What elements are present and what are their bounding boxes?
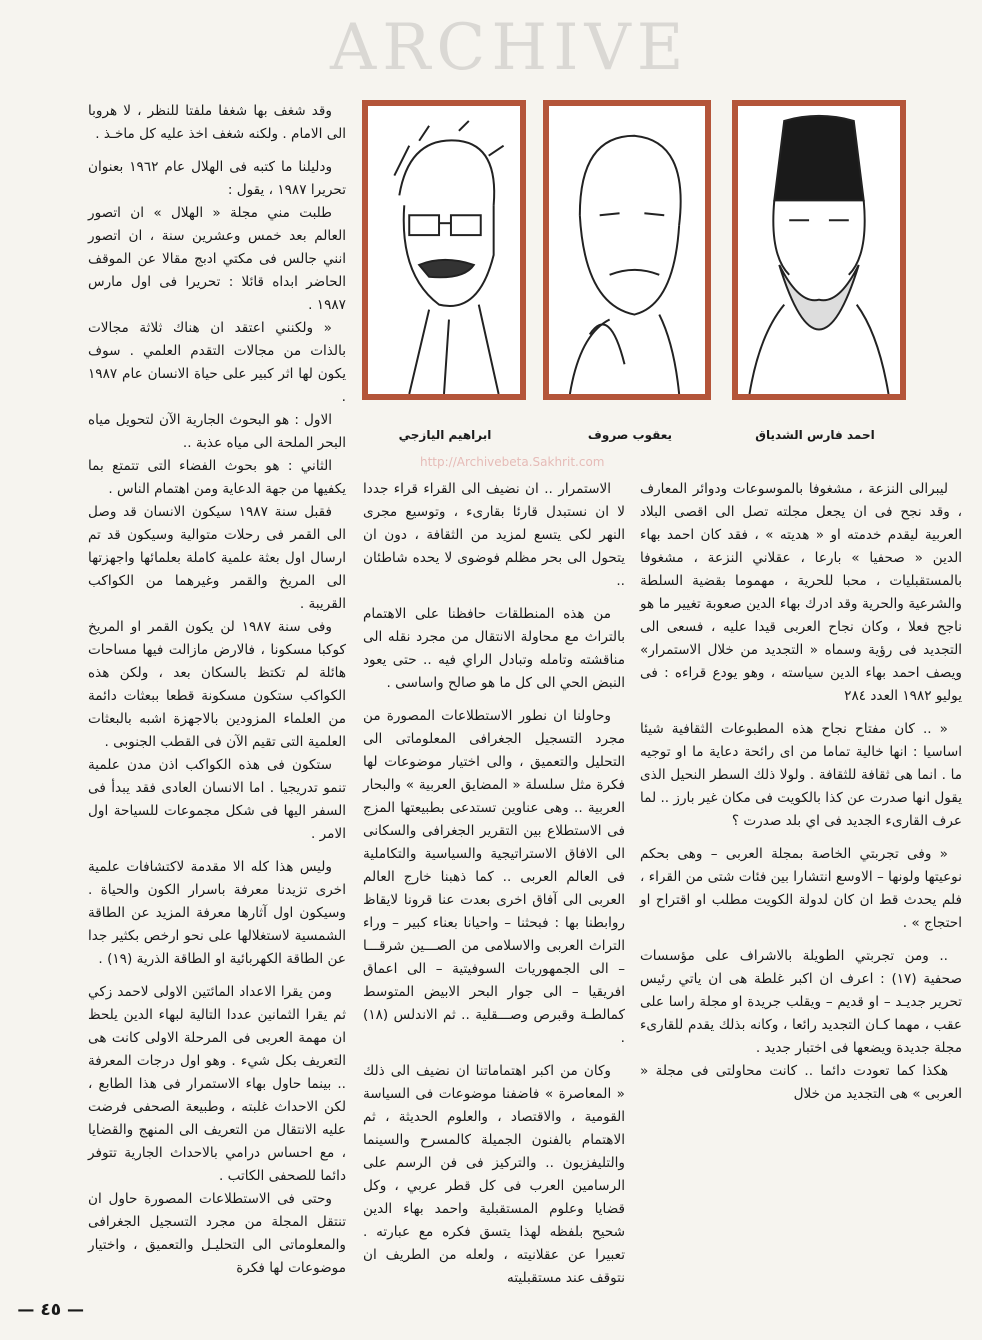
paragraph: طلبت مني مجلة « الهلال » ان اتصور العالم بعد خمس وعشرين سنة ، ان اتصور انني جالس فى مكتي ادبج مقالا عن الموقف الحاضر ابداه قائلا : تحريرا فى اول مارس ١٩٨٧ .	[88, 205, 346, 313]
paragraph: ومن يقرا الاعداد المائتين الاولى لاحمد زكي ثم يقرا الثمانين عددا التالية لبهاء الدين يلحظ ان مهمة العربى فى المرحلة الاولى كانت هى التعريف بكل شيء . وهو اول درجات المعرفة .. بينما حاول بهاء الاستمرار فى هذا الطابع ، لكن الاحداث غلبته ، وطبيعة الصحفى فرضت عليه الانتقال من التعريف الى المنهج والقضايا ، مع احساس درامي بالاحداث الجارية تتوفر دائما للصحفى الكاتب .	[88, 984, 346, 1184]
paragraph: هكذا كما تعودت دائما .. كانت محاولتى فى مجلة « العربى » هى التجديد من خلال	[640, 1063, 962, 1102]
watermark: ARCHIVE	[330, 11, 690, 85]
paragraph: الاستمرار .. ان نضيف الى القراء قراء جددا لا ان نستبدل قارئا بقارىء ، وتوسيع مجرى النهر لكى يتسع لمزيد من الثقافة ، دون ان يتحول الى بحر مظلم فوضوى لا يحده شاطئان ..	[363, 481, 625, 589]
paragraph: الثاني : هو بحوث الفضاء التى تتمتع بما يكفيها من جهة الدعاية ومن اهتمام الناس .	[88, 458, 346, 497]
paragraph: وفى سنة ١٩٨٧ لن يكون القمر او المريخ كوكبا مسكونا ، فالارض مازالت فيها مساحات هائلة لم تكتظ بالسكان بعد ، ولكن هذه الكواكب ستكون مسكونة قطعا ببعثات دائمة من العلماء المزودين بالاجهزة اشبه بالبعثات العلمية التى تقيم الآن فى القطب الجنوبى .	[88, 619, 346, 750]
column-middle	[363, 478, 625, 1290]
paragraph: ودليلنا ما كتبه فى الهلال عام ١٩٦٢ بعنوان تحريرا ١٩٨٧ ، يقول :	[88, 159, 346, 198]
paragraph: فقبل سنة ١٩٨٧ سيكون الانسان قد وصل الى القمر فى رحلات متوالية وسيكون قد تم ارسال اول بعثة علمية كاملة بعلمائها واجهزتها الى المريخ والقمر وغيرهما من الكواكب القريبة .	[88, 504, 346, 612]
watermark-url: http://Archivebeta.Sakhrit.com	[420, 455, 605, 469]
column-left	[88, 100, 346, 1280]
portrait-ahmad-faris-shidyaq	[732, 100, 906, 400]
paragraph: وحتى فى الاستطلاعات المصورة حاول ان تنتقل المجلة من مجرد التسجيل الجغرافى والمعلوماتى الى التحليـل والتعميق ، واختيار موضوعات لها فكرة	[88, 1191, 346, 1276]
paragraph: .. ومن تجربتي الطويلة بالاشراف على مؤسسات صحفية (١٧) : اعرف ان اكبر غلطة هى ان ياتي رئيس تحرير جديـد – او قديم – ويقلب جريدة او مجلة راسا على عقب ، مهما كـان التجديد رائعا ، وكانه بذلك يقدم للقارىء مجلة جديدة ويضعها فى اختبار جديد .	[640, 948, 962, 1056]
paragraph: « ولكنني اعتقد ان هناك ثلاثة مجالات بالذات من مجالات التقدم العلمي . سوف يكون لها اثر كبير على حياة الانسان عام ١٩٨٧ .	[88, 320, 346, 405]
paragraph: الاول : هو البحوث الجارية الآن لتحويل مياه البحر الملحة الى مياه عذبة ..	[88, 412, 346, 451]
paragraph: وقد شغف بها شغفا ملفتا للنظر ، لا هروبا الى الامام . ولكنه شغف اخذ عليه كل ماخـذ .	[88, 103, 346, 142]
caption-ibrahim-yazigi: ابراهيم اليازجي	[398, 428, 492, 442]
portrait-yaqub-sarruf	[543, 100, 711, 400]
paragraph: « وفى تجربتي الخاصة بمجلة العربى – وهى بحكم نوعيتها ولونها – الاوسع انتشارا بين فئات شتى من القراء ، فلم يحدث قط ان كان لدولة الكويت مطلب او اقتراح او احتجاج » .	[640, 846, 962, 931]
paragraph: وليس هذا كله الا مقدمة لاكتشافات علمية اخرى تزيدنا معرفة باسرار الكون والحياة . وسيكون اول آثارها معرفة المزيد عن الطاقة الشمسية لاستغلالها على نحو ارخص بكثير جدا عن الطاقة الكهربائية او الطاقة الذرية (١٩) .	[88, 859, 346, 967]
paragraph: وحاولنا ان نطور الاستطلاعات المصورة من مجرد التسجيل الجغرافى المعلوماتى الى التحليل والتعميق ، والى اختيار موضوعات لها فكرة مثل سلسلة « المضايق العربية » والبحار العربية .. وهى عناوين تستدعى بطبيعتها المزج فى الاستطلاع بين التقرير الجغرافى والسكانى الى الافاق الاستراتيجية والسياسية والتكاملية فى العالم العربى .. كما ذهبنا خارج العالم العربى الى آفاق اخرى بعدت عنا قرونا لايقاظ روابطنا بها : فبحثنا – واحيانا بعناء كبير – وراء التراث العربى والاسلامى من الصـــين شرقـــا – الى الجمهوريات السوفيتية – الى اعماق افريقيا – الى جوار البحر الابيض المتوسط كمالطـة وقبرص وصـــقلية .. ثم الاندلس (١٨) .	[363, 708, 625, 1046]
column-right	[640, 478, 962, 1106]
portrait-ibrahim-yazigi	[362, 100, 526, 400]
paragraph: ستكون فى هذه الكواكب اذن مدن علمية تنمو تدريجيا . اما الانسان العادى فقد يبدأ فى السفر اليها فى شكل مجموعات للسياحة اول الامر .	[88, 757, 346, 842]
paragraph: « .. كان مفتاح نجاح هذه المطبوعات الثقافية شيئا اساسيا : انها خالية تماما من اى رائحة دعاية ما او توجيه ما . انما هى ثقافة للثقافة . ولولا ذلك السطر النحيل الذى يقول انها صدرت عن كذا بالكويت فى مكان غير بارز .. لما عرف القارىء الجديد فى اي بلد صدرت ؟	[640, 721, 962, 829]
page-number: — ٤٥ —	[17, 1300, 84, 1320]
caption-ahmad-faris-shidyaq: احمد فارس الشدياق	[755, 428, 875, 442]
paragraph: من هذه المنطلقات حافظنا على الاهتمام بالتراث مع محاولة الانتقال من مجرد نقله الى مناقشته وتامله وتبادل الراي فيه .. حتى يعود النبض الحي الى كل ما هو صالح واساسى .	[363, 606, 625, 691]
paragraph: ليبرالى النزعة ، مشغوفا بالموسوعات ودوائر المعارف ، وقد نجح فى ان يجعل مجلته تصل الى اقصى البلاد العربية ليقدم خدمته او « هديته » ، فقد كان احمد بهاء الدين « صحفيا » بارعا ، عقلاني النزعة ، مشغوفا بالمستقبليات ، محبا للحرية ، مهموما بقضية السلطة والشرعية والحرية وقد ادرك بهاء الدين صعوبة تغيير ما هو ناجح فعلا ، وكان نجاح العربى قيدا عليه ، فسعى الى التجديد فى رؤية وسماه « التجديد من خلال الاستمرار» ويصف احمد بهاء الدين سياسته ، وهو يودع قراءه : فى يوليو ١٩٨٢ العدد ٢٨٤	[640, 481, 962, 704]
paragraph: وكان من اكبر اهتماماتنا ان نضيف الى ذلك « المعاصرة » فاضفنا موضوعات فى السياسة القومية ، والاقتصاد ، والعلوم الحديثة ، ثم الاهتمام بالفنون الجميلة كالمسرح والسينما والتليفزيون .. والتركيز فى فن الرسم على الرسامين العرب فى كل قطر عربي ، وكل قضايا وعلوم المستقبلية واحمد بهاء الدين شحيح بلفظه لهذا يتسق فكره مع عبارته . تعبيرا عن عقلانيته ، ولعله من الطريف ان نتوقف عند مستقبليته	[363, 1063, 625, 1286]
caption-yaqub-sarruf: يعقوب صروف	[587, 428, 673, 442]
